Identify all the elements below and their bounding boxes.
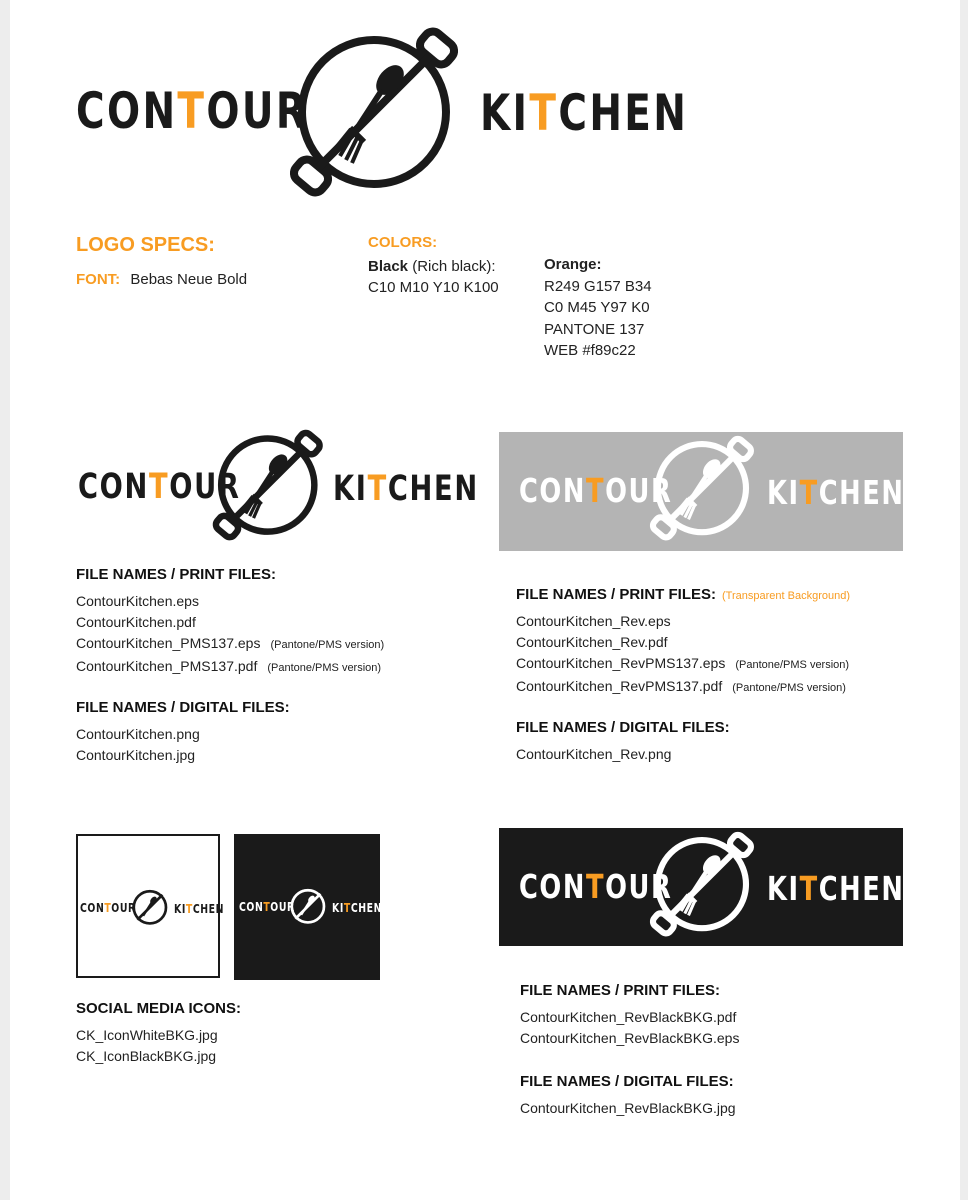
- pan-spoon-fork-icon: [290, 888, 328, 926]
- social-icons-heading: SOCIAL MEDIA ICONS:: [76, 1000, 242, 1017]
- orange-value-line: PANTONE 137: [544, 320, 645, 338]
- orange-value-line: R249 G157 B34: [544, 277, 652, 295]
- logo-word-kitchen: KITCHEN: [333, 469, 479, 509]
- logo-specs-heading: LOGO SPECS:: [76, 234, 215, 256]
- file-name: ContourKitchen_RevBlackBKG.jpg: [520, 1100, 736, 1116]
- pan-spoon-fork-icon: [216, 432, 326, 542]
- reverse-black-logo-panel: [499, 828, 903, 946]
- file-name: ContourKitchen_PMS137.pdf (Pantone/PMS version): [76, 658, 382, 674]
- black-note: (Rich black):: [412, 258, 496, 275]
- logo-word-contour: CONTOUR: [76, 82, 309, 140]
- reverse-logo-panel: [499, 432, 903, 551]
- black-cmyk: C10 M10 Y10 K100: [368, 279, 499, 296]
- orange-value-line: WEB #f89c22: [544, 342, 636, 359]
- standard-files: [76, 566, 384, 766]
- digital-files-heading: FILE NAMES / DIGITAL FILES:: [520, 1073, 734, 1090]
- social-files: [76, 1000, 241, 1067]
- file-name: ContourKitchen_RevBlackBKG.eps: [520, 1030, 740, 1046]
- file-name: CK_IconWhiteBKG.jpg: [76, 1027, 218, 1043]
- file-name: ContourKitchen.eps: [76, 593, 199, 609]
- pan-spoon-fork-icon: [653, 438, 757, 542]
- logo-word-contour: CONTOUR: [239, 900, 295, 914]
- font-spec: [76, 271, 247, 288]
- pan-spoon-fork-icon: [294, 30, 464, 200]
- orange-label: Orange:: [544, 256, 602, 273]
- file-name: ContourKitchen_RevPMS137.pdf (Pantone/PMS version): [516, 678, 846, 694]
- transparent-background-note: (Transparent Background): [722, 590, 851, 602]
- font-label: FONT:: [76, 271, 121, 288]
- print-files-heading: FILE NAMES / PRINT FILES:: [76, 566, 277, 583]
- black-label: Black: [368, 258, 409, 275]
- file-name: ContourKitchen.jpg: [76, 747, 196, 763]
- logo-word-kitchen: KITCHEN: [174, 902, 225, 916]
- orange-value-line: C0 M45 Y97 K0: [544, 299, 650, 316]
- logo-word-kitchen: KITCHEN: [767, 869, 905, 908]
- social-icon-black: [234, 834, 383, 980]
- logo-word-kitchen: KITCHEN: [332, 901, 383, 915]
- font-value: Bebas Neue Bold: [130, 271, 248, 288]
- black-spec: [368, 256, 499, 298]
- file-name: ContourKitchen_Rev.eps: [516, 613, 671, 629]
- logo-word-contour: CONTOUR: [80, 901, 136, 915]
- file-name: ContourKitchen.png: [76, 726, 200, 742]
- file-name: ContourKitchen.pdf: [76, 614, 196, 630]
- pan-spoon-fork-icon: [653, 834, 757, 938]
- colors-heading: COLORS:: [368, 234, 438, 251]
- reverse-black-files: [520, 982, 739, 1119]
- file-name: ContourKitchen_RevBlackBKG.pdf: [520, 1009, 737, 1025]
- logo-word-contour: CONTOUR: [78, 467, 241, 507]
- file-name: ContourKitchen_Rev.png: [516, 746, 672, 762]
- print-files-heading: FILE NAMES / PRINT FILES:: [520, 982, 721, 999]
- print-files-heading: FILE NAMES / PRINT FILES: (Transparent Background): [516, 586, 851, 603]
- file-name: CK_IconBlackBKG.jpg: [76, 1048, 217, 1064]
- file-name: ContourKitchen_RevPMS137.eps (Pantone/PMS version): [516, 655, 850, 671]
- file-name: ContourKitchen_Rev.pdf: [516, 634, 668, 650]
- logo-word-contour: CONTOUR: [519, 471, 673, 510]
- digital-files-heading: FILE NAMES / DIGITAL FILES:: [516, 719, 730, 736]
- reverse-files: [516, 586, 850, 765]
- digital-files-heading: FILE NAMES / DIGITAL FILES:: [76, 699, 290, 716]
- logo-word-contour: CONTOUR: [519, 867, 673, 906]
- file-name: ContourKitchen_PMS137.eps (Pantone/PMS version): [76, 635, 385, 651]
- logo-word-kitchen: KITCHEN: [767, 473, 905, 512]
- orange-spec: [544, 254, 652, 362]
- pan-spoon-fork-icon: [132, 889, 170, 927]
- social-icon-white: [76, 834, 225, 978]
- logo-word-kitchen: KITCHEN: [480, 84, 689, 142]
